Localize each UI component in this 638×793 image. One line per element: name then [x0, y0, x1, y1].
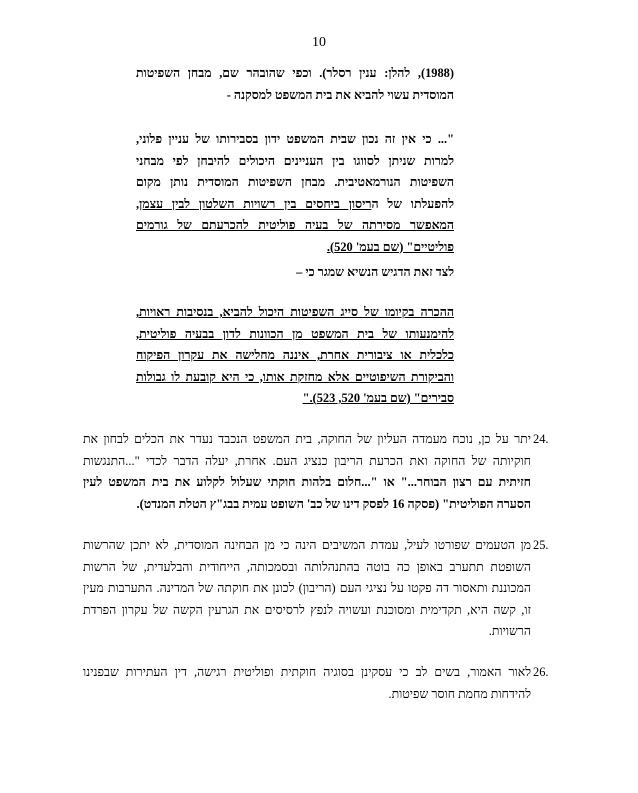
text-line: המוסדית עשוי להביא את בית המשפט למסקנה -	[226, 87, 454, 102]
intro-shamgar	[136, 262, 454, 284]
underlined-text: ריסון ביחסים בין רשויות השלטון לבין עצמן,	[136, 196, 372, 211]
quote-line: למרות שניתן לסווגו בין העניינים היכולים להיבחן לפי מבחני	[136, 153, 454, 168]
quote-line: השפיטות הנורמאטיבית. מבחן השפיטות המוסדית נותן מקום	[136, 175, 454, 189]
quote-line: ההכרה בקיומו של סייג השפיטות היכול להביא, בנסיבות ראויות,	[136, 305, 454, 319]
paragraph-24	[83, 429, 531, 515]
text-line: יתר על כן, נוכח מעמדה העליון של החוקה, בית המשפט הנכבד נעדר את הכלים לבחון את	[83, 432, 531, 446]
quote-line: להפעלתו של הריסון ביחסים בין רשויות השלטון לבין עצמן,	[136, 196, 454, 211]
text-line: השופטת תתערב באופן כה בוטה בהתנהלותה ובסמכותה, הייחודית והבלעדית, של הרשות	[83, 559, 531, 574]
quote-line: "... כי אין זה נכון שבית המשפט ידון בסבירותו של עניין פלוני,	[136, 132, 454, 146]
paragraph-number: 26.	[533, 665, 549, 679]
quote-line: פוליטיים" (שם בעמ' 520).	[326, 239, 454, 254]
paragraph-number: 24.	[533, 432, 549, 446]
quote-block-2	[136, 302, 454, 410]
text-line: (1988), להלן: ענין רסלר). וכפי שהובהר שם, מבחן השפיטות	[136, 66, 454, 80]
text-line: לצד זאת הדגיש הנשיא שמגר כי –	[296, 265, 454, 279]
text-line: המכוננת ותאסור דה פקטו על נציגי העם (הריבון) לכונן את חוקתה של המדינה. התערבות מעין	[83, 581, 531, 595]
text-line: הסערה הפוליטית" (פסקה 16 לפסק דינו של כב' השופט עמית בבג"ץ הטלת המנדט).	[136, 496, 531, 511]
paragraph-25	[83, 535, 531, 643]
text-line: הרשויות.	[488, 624, 531, 638]
paragraph-number: 25.	[533, 538, 549, 552]
text-line: חוקיותה של החוקה ואת הכרעת הריבון כנציג העם. אחרת, יעלה הדבר לכדי "...התנגשות	[83, 453, 531, 468]
text-line: מן הטעמים שפורטו לעיל, עמדת המשיבים הינה כי מן הבחינה המוסדית, לא יתכן שהרשות	[83, 538, 531, 552]
quote-line: והביקורת השיפוטיים אלא מחזקת אותו, כי היא קובעת לו גבולות	[136, 369, 454, 384]
page-number: 10	[312, 35, 326, 50]
text-line: זו, קשה היא, תקדימית ומסוכנת ועשויה לנפץ לרסיסים את הגרעין הקשה של עקרון הפרדת	[83, 602, 531, 617]
quote-line: המאפשר מסירתה של בעיה פוליטית להכרעתם של גורמים	[136, 218, 454, 232]
quote-line: סבירים" (שם בעמ' 520, 523)."	[302, 391, 454, 405]
text-line: לאור האמור, בשים לב כי עסקינן בסוגיה חוקתית ופוליטית רגישה, דין העתירות שבפנינו	[83, 665, 531, 679]
paragraph-26	[83, 662, 531, 705]
quote-line: להימנעותו של בית המשפט מן הכוונות לדון בבעיה פוליטית,	[136, 326, 454, 341]
intro-text-block	[136, 63, 454, 106]
quote-line: כלכלית או ציבורית אחרת, איננה מחלישה את עקרון הפיקוח	[136, 348, 454, 362]
text-line: חזיתית עם רצון הבוחר..." או "...חלום בלהות חוקתי שעלול לקלוע את בית המשפט לעין	[83, 475, 531, 489]
quote-block-1	[136, 129, 454, 258]
text-line: להידחות מחמת חוסר שפיטות.	[388, 686, 531, 701]
